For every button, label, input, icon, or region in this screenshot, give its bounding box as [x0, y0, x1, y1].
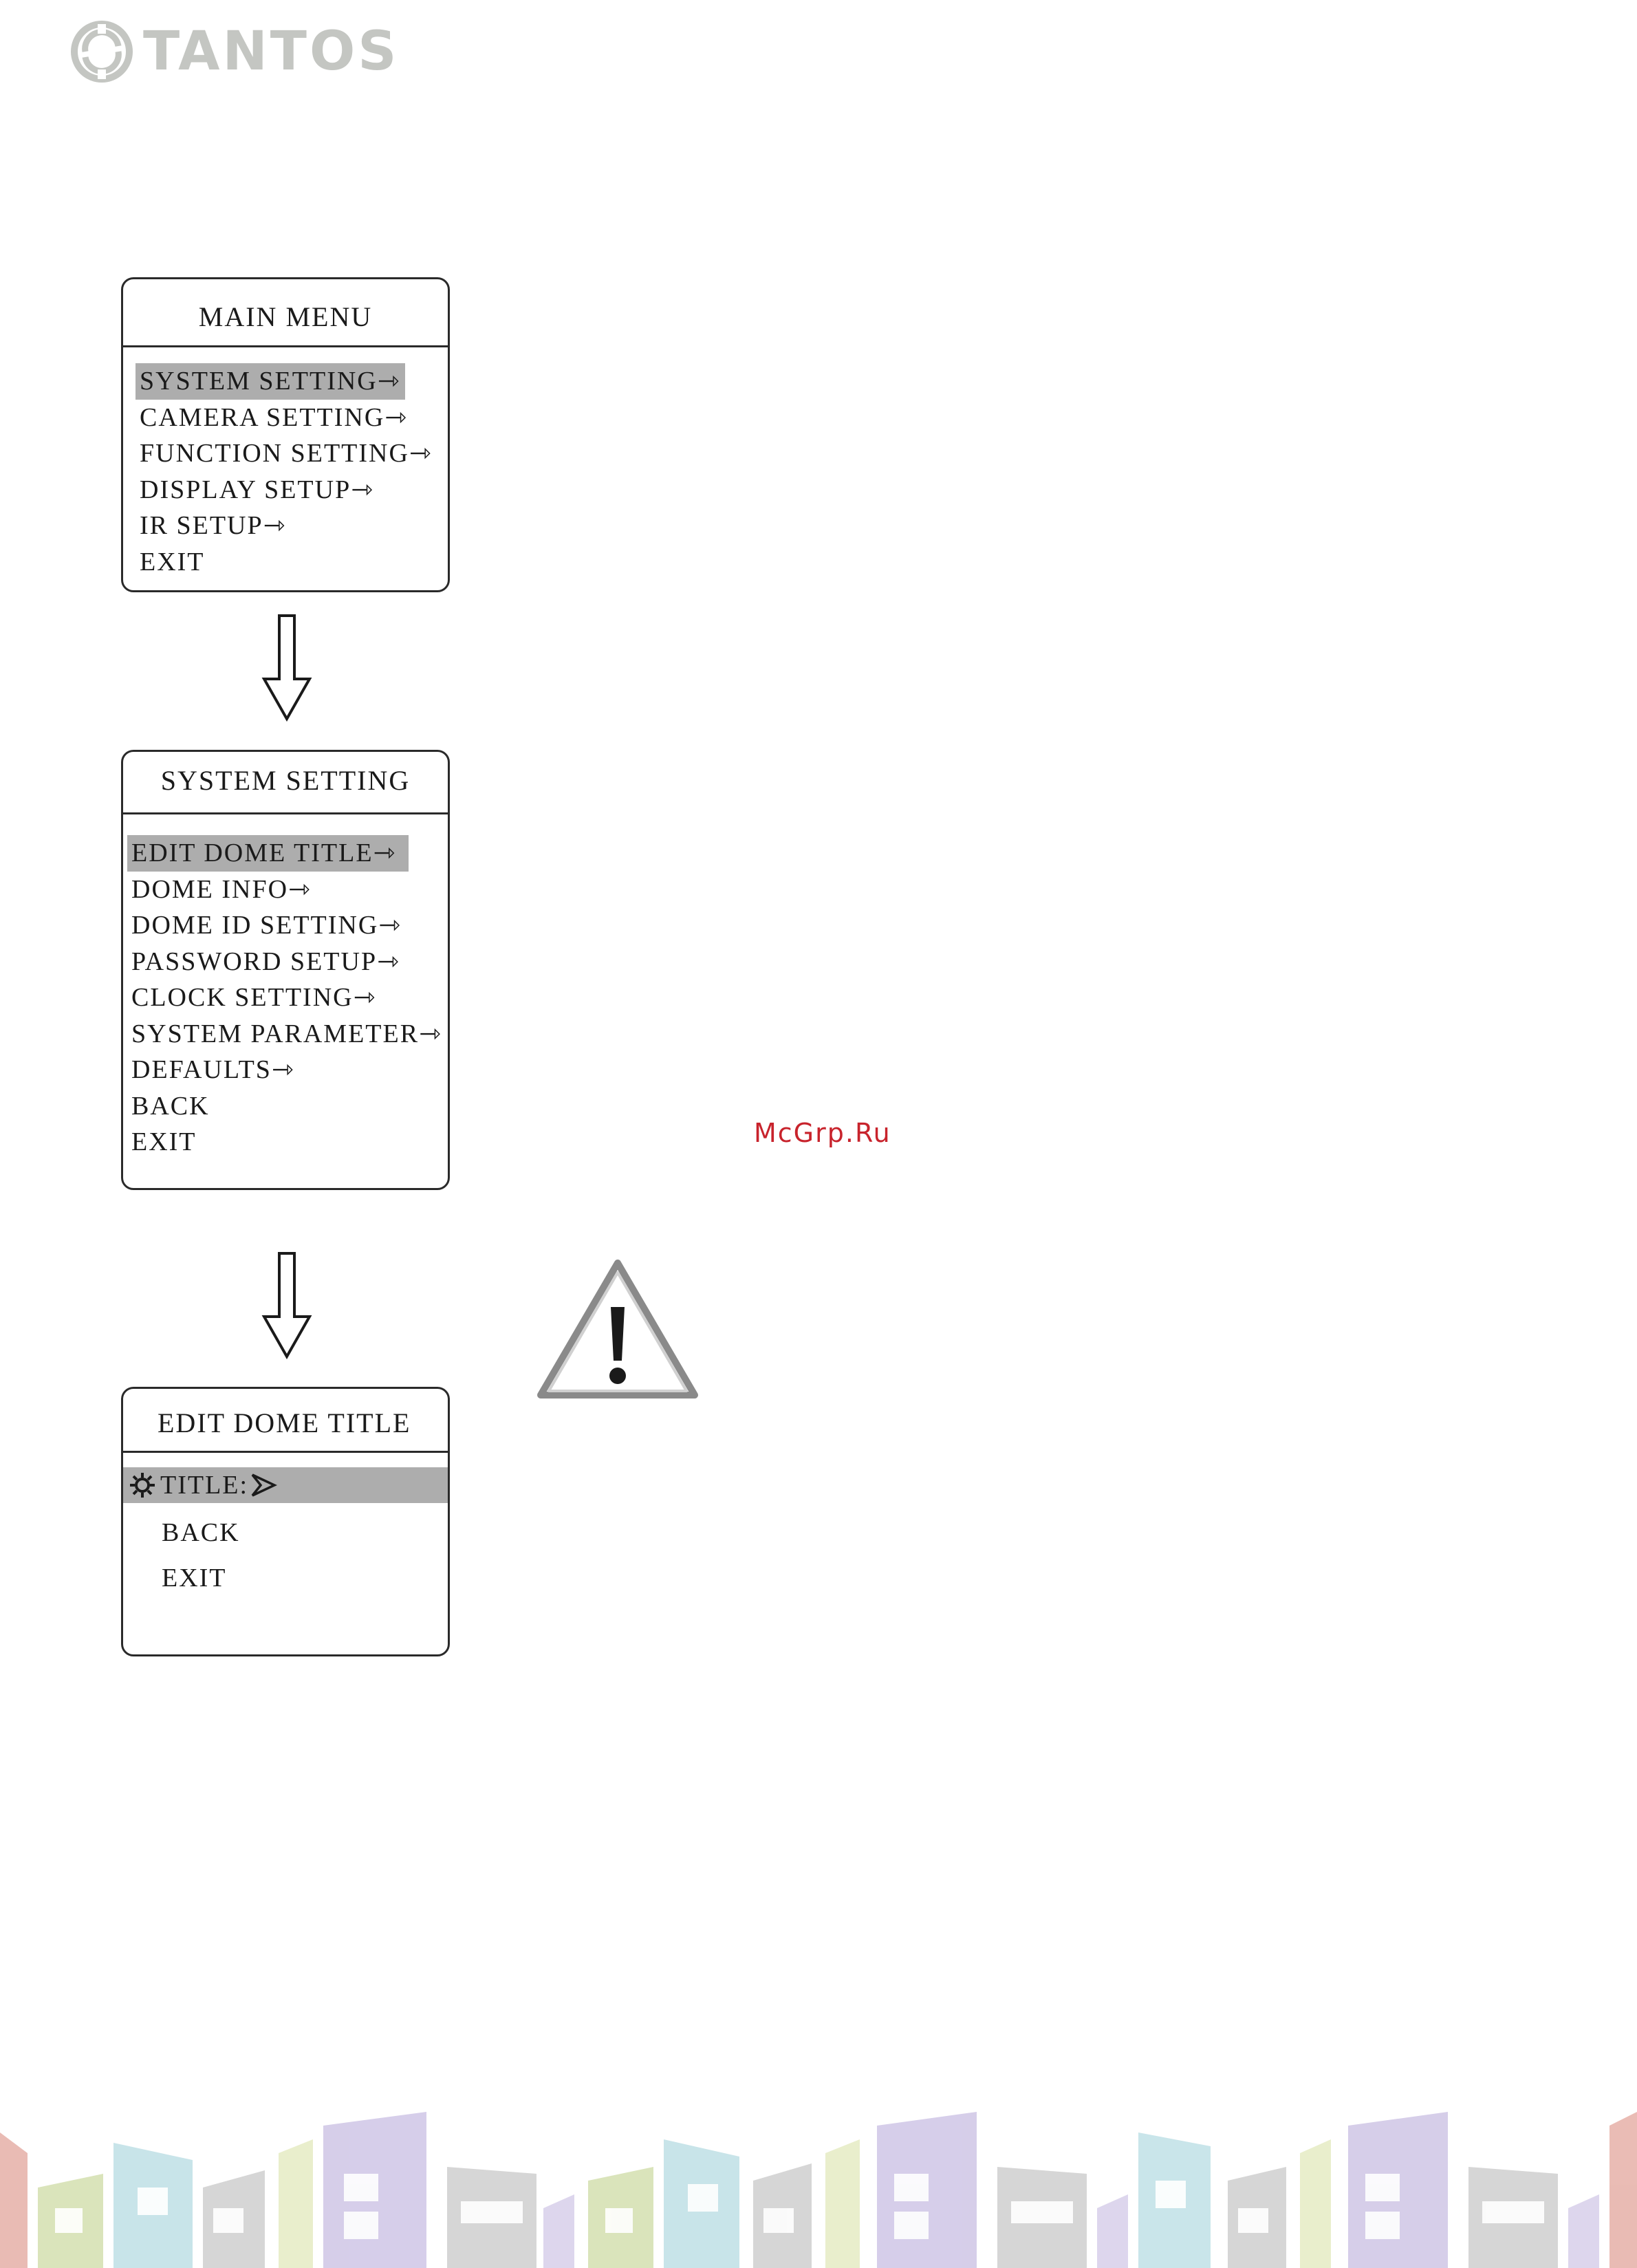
main-menu-item-ir-setup[interactable] [135, 508, 448, 544]
gear-icon [129, 1471, 156, 1499]
system-item-label: DEFAULTS⇾ [131, 1055, 295, 1084]
main-menu-item-label: FUNCTION SETTING⇾ [140, 439, 433, 468]
system-item-clock-setting[interactable] [127, 980, 448, 1016]
system-item-system-parameter[interactable] [127, 1016, 448, 1052]
edit-dome-title-row[interactable] [123, 1467, 448, 1503]
main-menu-title: MAIN MENU [123, 279, 448, 347]
main-menu-item-display-setup[interactable] [135, 472, 448, 508]
main-menu-item-label: CAMERA SETTING⇾ [140, 402, 409, 432]
system-item-label: EXIT [131, 1127, 197, 1156]
main-menu-item-function-setting[interactable] [135, 435, 448, 472]
system-item-exit[interactable] [127, 1124, 448, 1160]
main-menu-item-label: SYSTEM SETTING⇾ [135, 363, 405, 400]
main-menu-list [123, 363, 448, 580]
system-setting-list [123, 835, 448, 1160]
system-setting-box [121, 750, 450, 1190]
system-item-back[interactable] [127, 1088, 448, 1125]
decorative-buildings-footer [0, 2105, 1637, 2268]
edit-dome-title-box [121, 1387, 450, 1656]
main-menu-box [121, 277, 450, 592]
system-item-defaults[interactable] [127, 1052, 448, 1088]
edit-dome-back[interactable]: BACK [162, 1518, 240, 1547]
edit-dome-title-heading: EDIT DOME TITLE [123, 1389, 448, 1453]
main-menu-item-exit[interactable] [135, 544, 448, 581]
system-item-label: PASSWORD SETUP⇾ [131, 947, 400, 976]
main-menu-item-label: DISPLAY SETUP⇾ [140, 475, 375, 504]
system-item-label: SYSTEM PARAMETER⇾ [131, 1019, 442, 1048]
system-item-label: DOME INFO⇾ [131, 874, 312, 904]
edit-title-label: TITLE: [160, 1471, 249, 1500]
system-item-label: EDIT DOME TITLE⇾ [127, 835, 409, 872]
system-item-dome-info[interactable] [127, 872, 448, 908]
system-item-label: CLOCK SETTING⇾ [131, 983, 377, 1012]
down-arrow-icon [261, 1252, 312, 1359]
system-item-dome-id-setting[interactable] [127, 907, 448, 944]
system-item-edit-dome-title[interactable] [127, 835, 448, 872]
system-setting-title: SYSTEM SETTING [123, 752, 448, 814]
down-arrow-icon [261, 614, 312, 722]
system-item-label: BACK [131, 1091, 210, 1121]
watermark-text: McGrp.Ru [754, 1118, 891, 1148]
brand-name: TANTOS [143, 21, 400, 83]
main-menu-item-label: IR SETUP⇾ [140, 511, 287, 540]
edit-dome-exit[interactable]: EXIT [162, 1564, 227, 1592]
main-menu-item-camera-setting[interactable] [135, 400, 448, 436]
main-menu-item-label: EXIT [140, 547, 205, 576]
system-item-password-setup[interactable] [127, 944, 448, 980]
brand-logo [69, 14, 400, 89]
tantos-logo-icon [69, 19, 135, 85]
cursor-arrow-icon [250, 1473, 277, 1498]
warning-triangle-icon [535, 1257, 700, 1402]
main-menu-item-system-setting[interactable] [135, 363, 448, 400]
system-item-label: DOME ID SETTING⇾ [131, 911, 402, 940]
